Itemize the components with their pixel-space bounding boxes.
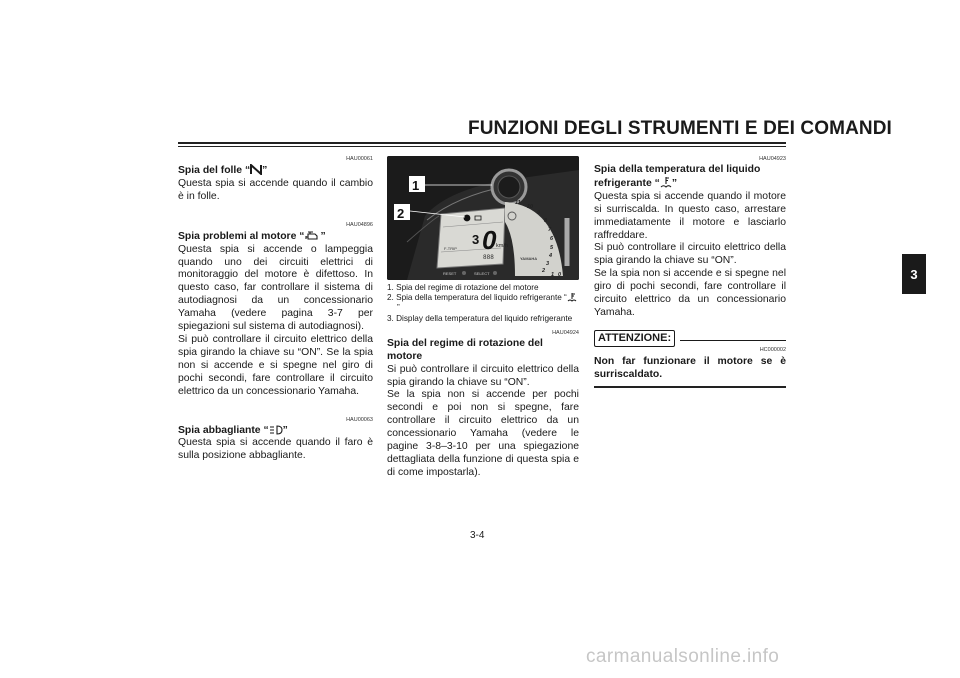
tach-11: 11 [515, 200, 521, 206]
heading-rpm-light: Spia del regime di rotazione del motore [387, 337, 543, 362]
coolant-temperature-icon [567, 293, 577, 302]
tach-1: 1 [551, 272, 555, 278]
trip-label: F-TRIP [444, 246, 457, 251]
watermark: carmanualsonline.info [586, 646, 780, 667]
coolant-text-1: Questa spia si accende quando il motore si surriscalda. In questo caso, arrestare immediatamente il motore e lasciarlo raffreddare. [594, 190, 786, 241]
tach-3: 3 [546, 261, 550, 267]
speed-unit: km/h [496, 243, 508, 249]
engine-trouble-text-2: Si può controllare il circuito elettrico della spia girando la chiave su “ON”. Se la spia non si accende e si spegne nel giro di pochi secondi, fare controllare il circuito elettrico da un concessionario Yamaha. [178, 333, 373, 397]
caption-item-3: 3. Display della temperatura del liquido refrigerante [387, 313, 573, 323]
header-rule [178, 142, 786, 144]
tach-4: 4 [549, 253, 553, 259]
chapter-tab[interactable]: 3 [902, 254, 926, 294]
attention-label: ATTENZIONE: [594, 330, 675, 347]
attention-code: HC000002 [759, 346, 786, 353]
section-code: HAU00063 [346, 416, 373, 423]
tach-9: 9 [537, 210, 541, 216]
speed-readout: 0 [482, 225, 497, 255]
engine-trouble-text-1: Questa spia si accende o lampeggia quando uno dei circuiti elettrici di monitoraggio del motore è difettoso. In questo caso, far controllare il sistema di autodiagnosi da un concessionario Yamaha (vedere pagina 3-7 per spiegazioni sul sistema di autodiagnosi). [178, 243, 373, 333]
tach-7: 7 [548, 227, 552, 233]
figure-caption [387, 283, 579, 324]
coolant-temperature-icon [660, 177, 672, 188]
coolant-text-3: Se la spia non si accende e si spegne nel giro di pochi secondi, fare controllare il circuito elettrico da un concessionario Yamaha. [594, 268, 786, 318]
callout-3: 3 [472, 232, 480, 247]
tach-5: 5 [550, 245, 554, 251]
tach-6: 6 [550, 236, 554, 242]
tach-0: 0 [558, 272, 562, 278]
heading-engine-trouble-light: Spia problemi al motore “ ” [178, 230, 326, 242]
caption-item-1: 1. Spia del regime di rotazione del motore [387, 283, 539, 292]
caption-item-2: 2. Spia della temperatura del liquido refrigerante “” [387, 293, 579, 313]
attention-box [594, 330, 786, 388]
high-beam-icon [269, 425, 283, 435]
callout-2: 2 [397, 206, 405, 221]
tach-2: 2 [542, 268, 546, 274]
reset-label: RESET [443, 271, 457, 276]
heading-high-beam-light: Spia abbagliante “ ” [178, 424, 288, 436]
odometer-readout: 888 [483, 254, 494, 261]
heading-coolant-light: Spia della temperatura del liquido refrigerante “ ” [594, 164, 761, 189]
instrument-panel-figure [387, 156, 579, 280]
tach-10: 10 [527, 204, 534, 210]
brand-logo: YAMAHA [520, 256, 538, 261]
instrument-panel-drawing [387, 156, 579, 280]
section-code: HAU04924 [552, 329, 579, 336]
coolant-text-2: Si può controllare il circuito elettrico della spia girando la chiave su “ON”. [594, 242, 786, 267]
attention-bottom-rule [594, 386, 786, 388]
attention-rule [680, 340, 786, 341]
select-label: SELECT [474, 271, 490, 276]
section-code: HAU04896 [346, 221, 373, 228]
header-rule-thin [178, 146, 786, 147]
heading-neutral-light: Spia del folle “ ” [178, 165, 268, 176]
engine-icon [304, 230, 320, 241]
page-number: 3-4 [470, 530, 485, 541]
column-middle [387, 156, 579, 480]
rpm-light-text-2: Se la spia non si accende per pochi secondi e poi non si spegne, fare controllare il circuito elettrico da un concessionario Yamaha (vedere le pagine 3-8–3-10 per una spiegazione dettagliata della funzione di questa spia e di come impostarla). [387, 389, 579, 478]
page-title: FUNZIONI DEGLI STRUMENTI E DEI COMANDI [468, 118, 892, 139]
high-beam-text: Questa spia si accende quando il faro è sulla posizione abbagliante. [178, 437, 373, 462]
column-right [594, 150, 786, 388]
section-code: HAU00061 [346, 156, 373, 162]
section-code: HAU04923 [759, 156, 786, 162]
tach-8: 8 [544, 218, 548, 224]
neutral-icon [250, 164, 262, 175]
rpm-light-text-1: Si può controllare il circuito elettrico della spia girando la chiave su “ON”. [387, 363, 579, 388]
attention-text: Non far funzionare il motore se è surriscaldato. [594, 355, 786, 380]
column-left [178, 150, 373, 463]
callout-1: 1 [412, 178, 420, 193]
neutral-light-text: Questa spia si accende quando il cambio è in folle. [178, 177, 373, 202]
